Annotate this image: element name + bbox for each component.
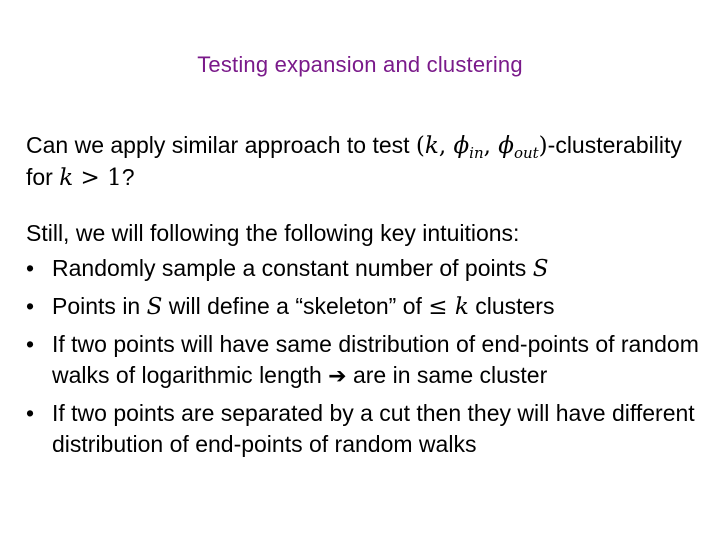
math-k: k	[424, 133, 439, 159]
math-leq: ≤	[428, 294, 455, 320]
intuitions-heading: Still, we will following the following key intuitions:	[26, 220, 520, 246]
bullet-text: Randomly sample a constant number of points	[52, 255, 533, 281]
math-k: k	[454, 294, 469, 320]
slide-title: Testing expansion and clustering	[197, 52, 523, 77]
bullet-text: are in same cluster	[346, 362, 548, 388]
bullet-text: If two points will have same distribution of end-points of random walks of logarithmic length	[52, 331, 699, 388]
subscript-out: out	[513, 144, 539, 162]
comma: ,	[438, 133, 454, 159]
slide-body	[26, 130, 706, 466]
bullet-text: will define a “skeleton” of	[162, 293, 429, 319]
list-item	[26, 398, 706, 460]
math-k: k	[59, 165, 74, 191]
question-text-before: Can we apply similar approach to test	[26, 132, 416, 158]
close-paren: )	[538, 133, 548, 159]
subscript-in: in	[469, 144, 484, 162]
list-item	[26, 291, 706, 323]
intuitions-list	[26, 253, 706, 460]
question-text-after: -clusterability for	[26, 132, 682, 190]
math-phi-in: ϕ	[453, 133, 470, 159]
question-mark: ?	[121, 164, 135, 190]
math-gt-one: > 1	[73, 165, 122, 191]
bullet-text: If two points are separated by a cut then they will have different distribution of end-points of random walks	[52, 400, 695, 457]
math-s: S	[532, 256, 549, 282]
math-s: S	[146, 294, 163, 320]
right-arrow-icon: ➔	[328, 364, 347, 389]
bullet-text: clusters	[468, 293, 555, 319]
open-paren: (	[415, 133, 425, 159]
math-phi-out: ϕ	[498, 133, 514, 159]
bullet-text: Points in	[52, 293, 147, 319]
list-item	[26, 253, 706, 285]
comma: ,	[483, 133, 499, 159]
list-item	[26, 329, 706, 392]
question-paragraph	[26, 130, 706, 194]
